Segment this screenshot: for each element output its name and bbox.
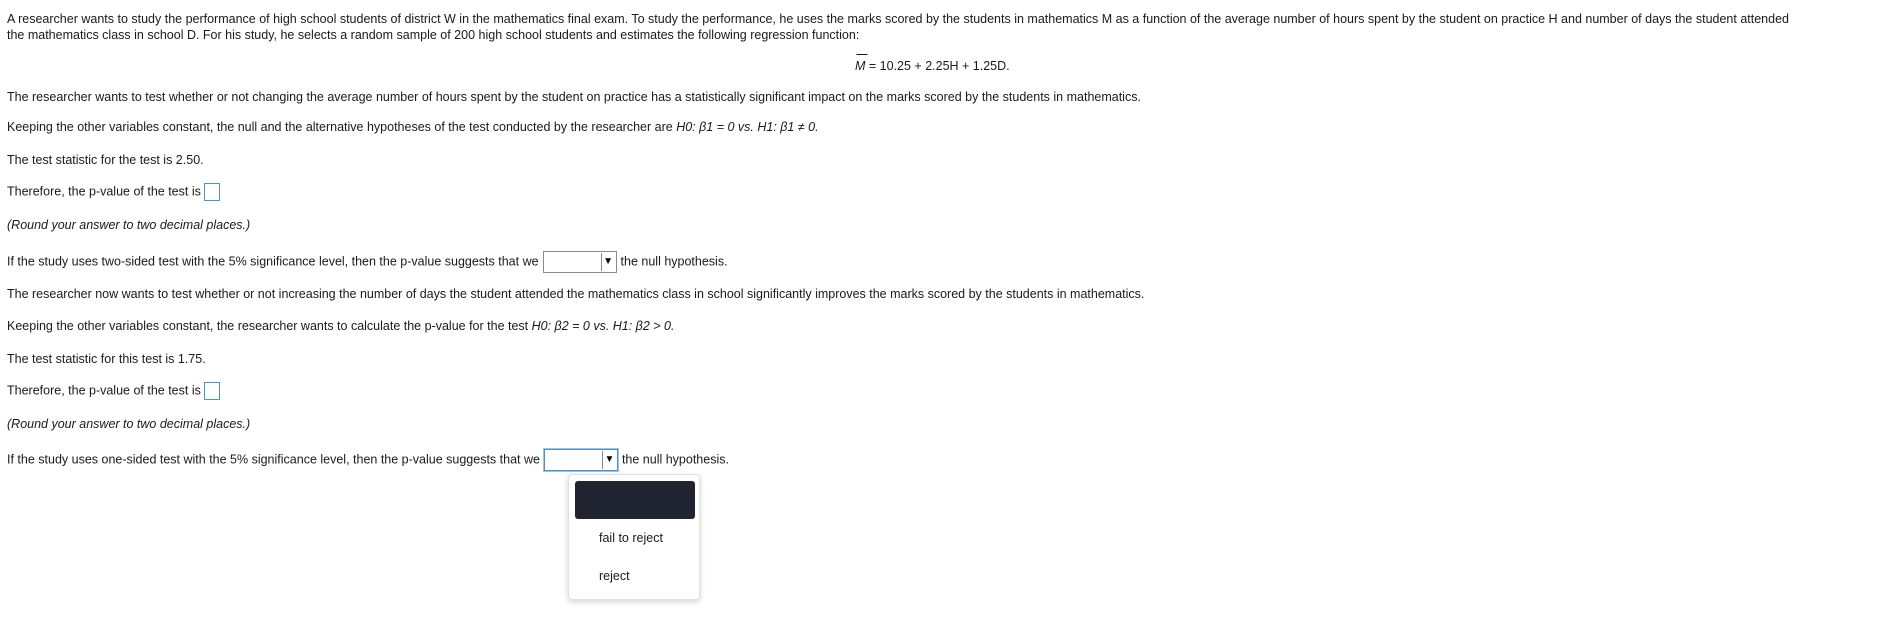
intro-line-2: the mathematics class in school D. For his study, he selects a random sample of 200 high school students and estimates the following regression function: — [7, 28, 860, 42]
part1-pvalue-input[interactable] — [204, 183, 220, 201]
part2-decision-line — [7, 449, 729, 471]
part2-round-note: (Round your answer to two decimal places.) — [7, 417, 251, 431]
dropdown-option-reject[interactable]: reject — [599, 569, 630, 583]
part1-decision-suffix: the null hypothesis. — [620, 254, 728, 269]
part1-decision-line — [7, 251, 728, 273]
part2-pvalue-line — [7, 382, 222, 400]
part2-hypothesis: H0: β2 = 0 vs. H1: β2 > 0. — [531, 319, 675, 333]
decision-dropdown-menu — [568, 474, 700, 600]
part1-test-statistic: The test statistic for the test is 2.50. — [7, 153, 204, 167]
part1-hypothesis: H0: β1 = 0 vs. H1: β1 ≠ 0. — [676, 120, 819, 134]
part1-decision-prefix: If the study uses two-sided test with the 5% significance level, then the p-value suggests that we — [7, 254, 539, 269]
part2-decision-prefix: If the study uses one-sided test with the 5% significance level, then the p-value suggests that we — [7, 452, 540, 467]
part2-hypothesis-prefix: Keeping the other variables constant, the researcher wants to calculate the p-value for the test — [7, 319, 529, 333]
dropdown-option-fail-to-reject[interactable]: fail to reject — [599, 531, 663, 545]
part1-pvalue-prompt: Therefore, the p-value of the test is — [7, 184, 201, 199]
part1-hypothesis-prefix: Keeping the other variables constant, the null and the alternative hypotheses of the test conducted by the researcher are — [7, 120, 673, 134]
part1-question: The researcher wants to test whether or not changing the average number of hours spent by the student on practice has a statistically significant impact on the marks scored by the students in mathematics. — [7, 90, 1141, 104]
equation-lhs: M — [855, 59, 866, 73]
part1-decision-select[interactable] — [543, 251, 617, 273]
intro-line-1: A researcher wants to study the performance of high school students of district W in the mathematics final exam. To study the performance, he uses the marks scored by the students in mathematics M as a function of the average number of hours spent by the student on practice H and number of days the student attended — [7, 12, 1789, 26]
part2-decision-suffix: the null hypothesis. — [621, 452, 729, 467]
part1-hypothesis-line — [7, 119, 819, 135]
dropdown-arrow-icon[interactable]: ▼ — [601, 253, 615, 271]
part2-test-statistic: The test statistic for this test is 1.75. — [7, 352, 206, 366]
part2-decision-select[interactable] — [544, 449, 618, 471]
part2-pvalue-input[interactable] — [204, 382, 220, 400]
part2-hypothesis-line — [7, 318, 674, 334]
part1-pvalue-line — [7, 183, 222, 201]
dropdown-blank-option[interactable] — [575, 481, 695, 519]
dropdown-arrow-icon[interactable]: ▼ — [602, 451, 616, 469]
part1-round-note: (Round your answer to two decimal places.) — [7, 218, 251, 232]
part2-question: The researcher now wants to test whether or not increasing the number of days the student attended the mathematics class in school significantly improves the marks scored by the students in mathematics. — [7, 287, 1145, 301]
part2-pvalue-prompt: Therefore, the p-value of the test is — [7, 383, 201, 398]
regression-equation — [855, 59, 1010, 73]
equation-rhs: = 10.25 + 2.25H + 1.25D. — [868, 59, 1010, 73]
